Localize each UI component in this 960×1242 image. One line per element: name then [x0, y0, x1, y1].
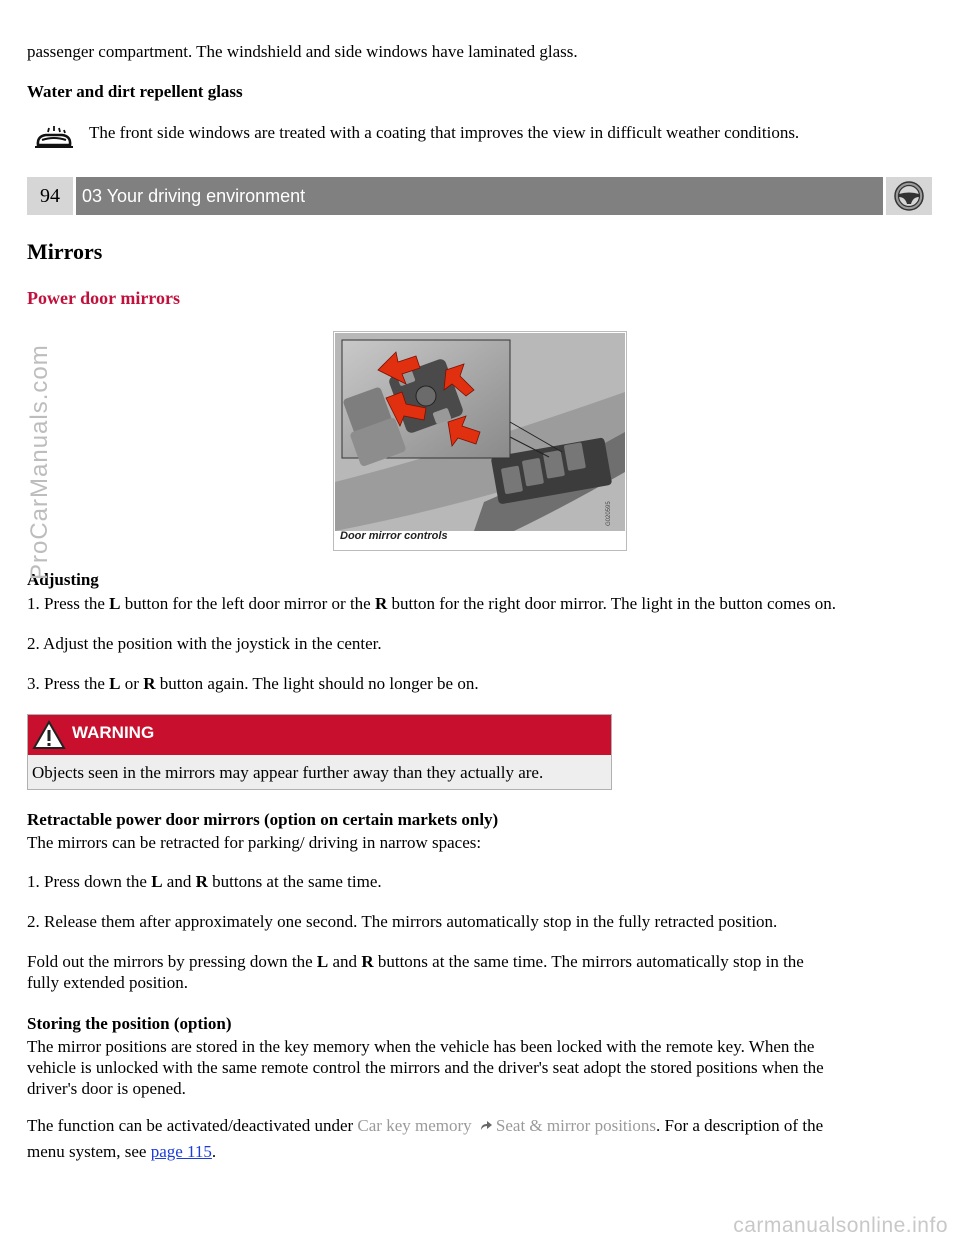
page-title: Mirrors — [27, 239, 103, 264]
storing-text-2: vehicle is unlocked with the same remote control the mirrors and the driver's seat adopt the stored positions when the — [27, 1058, 824, 1077]
storing-text-1: The mirror positions are stored in the key memory when the vehicle has been locked with the remote key. When the — [27, 1037, 815, 1056]
adjusting-step-1: 1. Press the L button for the left door mirror or the R button for the right door mirror. The light in the button comes on. — [27, 594, 836, 613]
figure-code: G020595 — [606, 501, 612, 526]
fold-out-text: Fold out the mirrors by pressing down the L and R buttons at the same time. The mirrors automatically stop in the — [27, 952, 804, 971]
adjusting-step-3: 3. Press the L or R button again. The light should no longer be on. — [27, 674, 479, 693]
function-text-2: menu system, see page 115. — [27, 1142, 217, 1161]
arrow-right-icon — [478, 1115, 494, 1139]
retract-heading: Retractable power door mirrors (option on certain markets only) — [27, 810, 499, 829]
footer-watermark: carmanualsonline.info — [733, 1214, 948, 1237]
fold-out-text-2: fully extended position. — [27, 973, 189, 992]
intro-line: passenger compartment. The windshield and side windows have laminated glass. — [27, 42, 578, 61]
storing-text-3: driver's door is opened. — [27, 1079, 186, 1098]
warning-triangle-icon — [32, 720, 66, 757]
figure-caption: Door mirror controls — [340, 530, 448, 542]
adjusting-step-2: 2. Adjust the position with the joystick in the center. — [27, 634, 382, 653]
page-number: 94 — [27, 177, 73, 215]
function-text: The function can be activated/deactivated under Car key memory Seat & mirror positions. For a description of the — [27, 1114, 823, 1139]
page-115-link[interactable]: page 115 — [150, 1142, 212, 1161]
door-mirror-illustration — [334, 332, 626, 550]
retract-step-2: 2. Release them after approximately one second. The mirrors automatically stop in the fully retracted position. — [27, 912, 778, 931]
steering-wheel-icon — [886, 177, 932, 215]
door-mirror-controls-figure — [333, 331, 627, 551]
warning-header — [28, 715, 611, 755]
warning-box — [27, 714, 612, 790]
side-watermark: ProCarManuals.com — [26, 344, 53, 580]
retract-intro: The mirrors can be retracted for parking/ driving in narrow spaces: — [27, 833, 482, 852]
section-subtitle: Power door mirrors — [27, 288, 180, 308]
storing-heading: Storing the position (option) — [27, 1014, 232, 1033]
menu-seat-mirror-positions: Seat & mirror positions — [495, 1116, 656, 1135]
warning-text: Objects seen in the mirrors may appear further away than they actually are. — [32, 763, 544, 782]
glass-text: The front side windows are treated with a coating that improves the view in difficult weather conditions. — [89, 123, 800, 142]
car-windshield-icon — [33, 124, 75, 159]
retract-step-1: 1. Press down the L and R buttons at the same time. — [27, 872, 382, 891]
adjusting-heading: Adjusting — [27, 570, 99, 589]
section-header-bar — [27, 177, 932, 215]
section-title: 03 Your driving environment — [76, 177, 883, 215]
menu-car-key-memory: Car key memory — [357, 1116, 472, 1135]
glass-heading: Water and dirt repellent glass — [27, 82, 243, 101]
warning-title: WARNING — [72, 723, 155, 742]
